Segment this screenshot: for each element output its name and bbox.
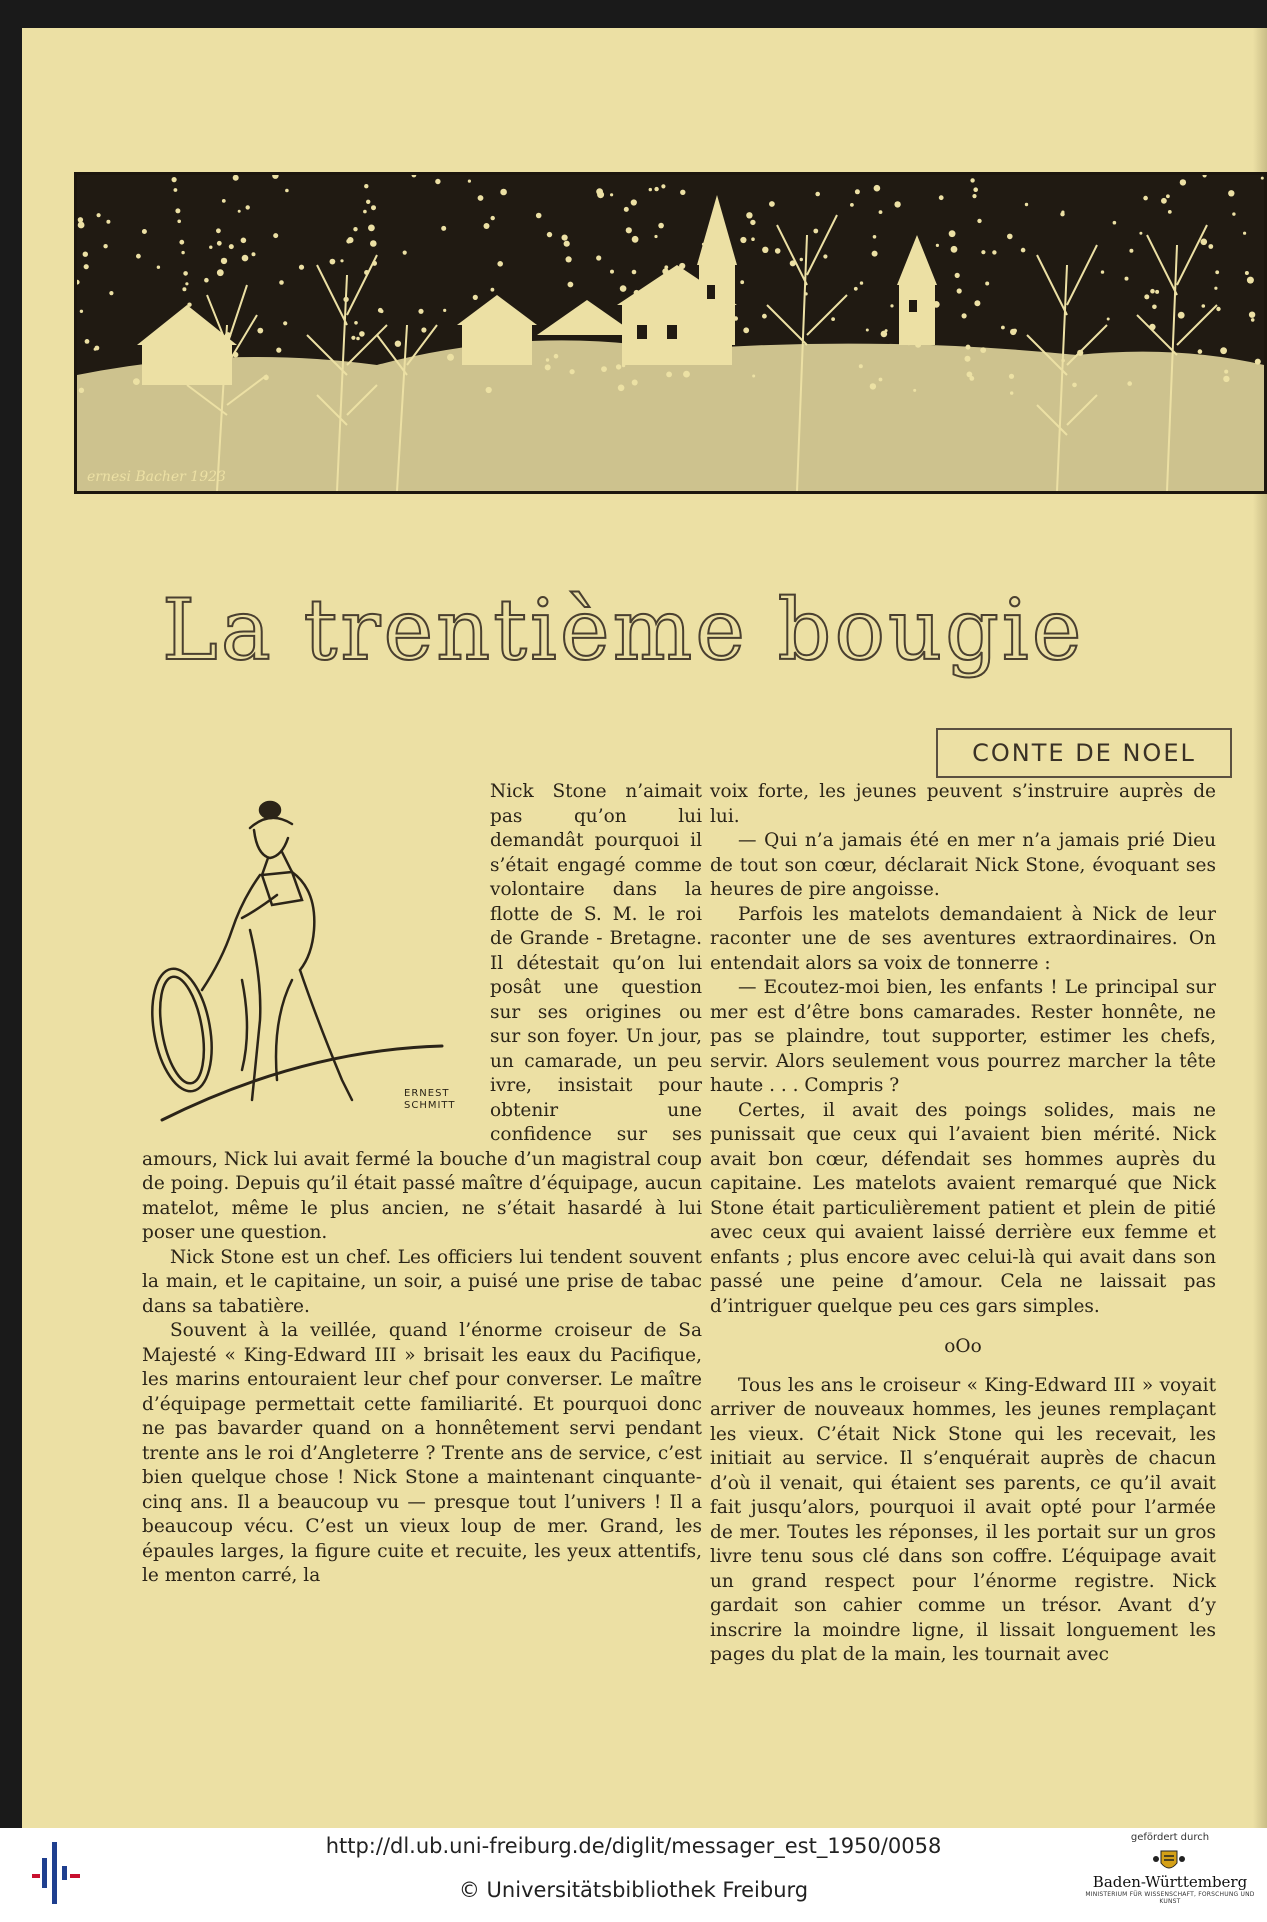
- state-crest-icon: [1152, 1847, 1186, 1875]
- section-ornament: oOo: [944, 1336, 982, 1357]
- article-subtitle: CONTE DE NOEL: [936, 728, 1232, 778]
- funder-label: gefördert durch: [1130, 1832, 1210, 1843]
- winter-village-woodcut: [74, 172, 1267, 494]
- paragraph: Nick Stone est un chef. Les officiers lui tendent souvent la main, et le capitaine, un soir, a puisé une prise de tabac dans sa tabatière.: [142, 1246, 702, 1317]
- paragraph: Parfois les matelots demandaient à Nick de leur raconter une de ses aventures extraordinaires. On entendait alors sa voix de tonnerre :: [710, 903, 1216, 974]
- text-column-right: [710, 780, 1216, 1668]
- paragraph: Nick Stone n’aimait pas qu’on lui demandât pourquoi il s’était engagé comme volontaire dans la flotte de S. M. le roi de Grande - Bretagne. Il détestait qu’on lui posât une question sur ses origines ou sur son foyer. Un jour, un camarade, un peu ivre, insistait pour obtenir une confidence sur ses amours, Nick lui avait fermé la bouche d’un magistral coup de poing. Depuis qu’il était passé maître d’équipage, aucun matelot, même le plus ancien, ne s’était hasardé à lui poser une question.: [142, 781, 702, 1243]
- funder-subtitle: MINISTERIUM FÜR WISSENSCHAFT, FORSCHUNG UND KUNST: [1085, 1891, 1255, 1905]
- svg-text:ernesi Bacher 1923: ernesi Bacher 1923: [87, 469, 226, 485]
- paragraph: Certes, il avait des poings solides, mais ne punissait que ceux qui l’avaient bien mérité. Nick avait bon cœur, défendait ses hommes auprès du capitaine. Les matelots avaient remarqué que Nick Stone était particulièrement patient et plein de pitié avec ceux qui avaient laissé derrière eux femme et enfants ; plus encore avec celui-là qui avait dans son passé une peine d’amour. Cela ne laissait pas d’intriguer quelque peu ces gars simples.: [710, 1099, 1216, 1317]
- illustration-signature: ERNEST SCHMITT: [404, 1088, 456, 1111]
- funder-block: [1080, 1832, 1260, 1920]
- text-column-left: [142, 780, 702, 1589]
- paragraph: — Qui n’a jamais été en mer n’a jamais prié Dieu de tout son cœur, déclarait Nick Stone, évoquant ses heures de pire angoisse.: [710, 830, 1216, 900]
- sailor-illustration: [142, 780, 482, 1132]
- article-title: La trentième bougie: [162, 581, 1085, 679]
- paragraph: voix forte, les jeunes peuvent s’instruire auprès de lui.: [710, 781, 1216, 827]
- paragraph: Souvent à la veillée, quand l’énorme croiseur de Sa Majesté « King-Edward III » brisait les eaux du Pacifique, les marins entouraient leur chef pour converser. Le maître d’équipage permettait cette familiarité. Et pourquoi donc ne pas bavarder quand on a honnêtement servi pendant trente ans le roi d’Angleterre ? Trente ans de service, c’est bien quelque chose ! Nick Stone a maintenant cinquante-cinq ans. Il a beaucoup vu — presque tout l’univers ! Il a beaucoup vécu. C’est un vieux loup de mer. Grand, les épaules larges, la figure cuite et recuite, les yeux attentifs, le menton carré, la: [142, 1320, 702, 1586]
- viewer-footer: [0, 1828, 1267, 1922]
- copyright-notice: © Universitätsbibliothek Freiburg: [458, 1878, 809, 1902]
- paragraph: Tous les ans le croiseur « King-Edward III » voyait arriver de nouveaux hommes, les jeunes remplaçant les vieux. C’était Nick Stone qui les recevait, les initiait au service. Il s’enquérait auprès de chacun d’où il venait, qui étaient ses parents, ce qu’il avait fait jusqu’alors, pourquoi il avait opté pour l’armée de mer. Toutes les réponses, il les portait sur un gros livre tenu sous clé dans son coffre. L’équipage avait un grand respect pour l’énorme registre. Nick gardait son cahier comme un trésor. Avant d’y inscrire la moindre ligne, il lissait longuement les pages du plat de la main, les tournait avec: [710, 1374, 1216, 1665]
- document-url-link[interactable]: http://dl.ub.uni-freiburg.de/diglit/messager_est_1950/0058: [325, 1834, 942, 1858]
- funder-name: Baden-Württemberg: [1092, 1873, 1248, 1891]
- paragraph: — Ecoutez-moi bien, les enfants ! Le principal sur mer est d’être bons camarades. Rester honnête, ne pas se plaindre, tout supporter, estimer les chefs, servir. Alors seulement vous pourrez marcher la tête haute . . . Compris ?: [710, 977, 1216, 1096]
